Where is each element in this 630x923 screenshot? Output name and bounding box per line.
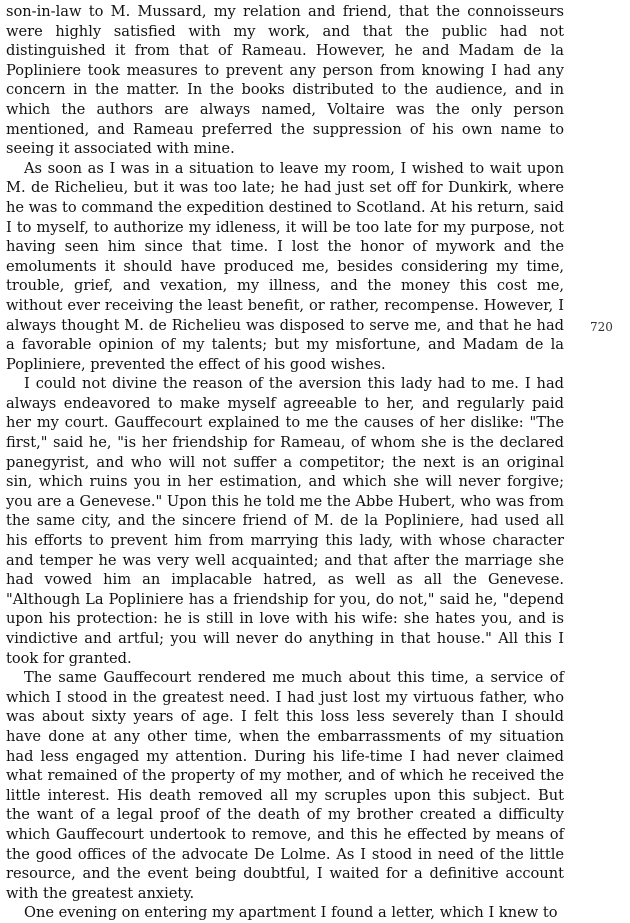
body-text bbox=[6, 2, 564, 923]
paragraph-father: The same Gauffecourt rendered me much about this time, a service of which I stood in the greatest need. I had just lost my virtuous father, who was about sixty years of age. I felt this loss less severely than I should have done at any other time, when the embarrassments of my situation had less engaged my attention. During his life-time I had never claimed what remained of the property of my mother, and of which he received the little interest. His death removed all my scruples upon this subject. But the want of a legal proof of the death of my brother created a difficulty which Gauffecourt undertook to remove, and this he effected by means of the good offices of the advocate De Lolme. As I stood in need of the little resource, and the event being doubtful, I waited for a definitive account with the greatest anxiety. bbox=[6, 669, 564, 902]
page-number: 720 bbox=[590, 320, 613, 334]
paragraph-continued: son-in-law to M. Mussard, my relation and friend, that the connoisseurs were highly satisfied with my work, and that the public had not distinguished it from that of Rameau. However, he and Madam de la Popliniere took measures to prevent any person from knowing I had any concern in the matter. In the books distributed to the audience, and in which the authors are always named, Voltaire was the only person mentioned, and Rameau preferred the suppression of his own name to seeing it associated with mine. bbox=[6, 3, 564, 158]
paragraph-richelieu: As soon as I was in a situation to leave my room, I wished to wait upon M. de Richelieu, but it was too late; he had just set off for Dunkirk, where he was to command the expedition destined to Scotland. At his return, said I to myself, to authorize my idleness, it will be too late for my purpose, not having seen him since that time. I lost the honor of mywork and the emoluments it should have produced me, besides considering my time, trouble, grief, and vexation, my illness, and the money this cost me, without ever receiving the least benefit, or rather, recompense. However, I always thought M. de Richelieu was disposed to serve me, and that he had a favorable opinion of my talents; but my misfortune, and Madam de la Popliniere, prevented the effect of his good wishes. bbox=[6, 159, 564, 373]
paragraph-aversion: I could not divine the reason of the aversion this lady had to me. I had always endeavored to make myself agreeable to her, and regularly paid her my court. Gauffecourt explained to me the causes of her dislike: "The first," said he, "is her friendship for Rameau, of whom she is the declared panegyrist, and who will not suffer a competitor; the next is an original sin, which ruins you in her estimation, and which she will never forgive; you are a Genevese." Upon this he told me the Abbe Hubert, who was from the same city, and the sincere friend of M. de la Popliniere, had used all his efforts to prevent him from marrying this lady, with whose character and temper he was very well acquainted; and that after the marriage she had vowed him an implacable hatred, as well as all the Genevese. "Although La Popliniere has a friendship for you, do not," said he, "depend upon his protection: he is still in love with his wife: she hates you, and is vindictive and artful; you will never do anything in that house." All this I took for granted. bbox=[6, 375, 564, 667]
paragraph-letter: One evening on entering my apartment I found a letter, which I knew to bbox=[24, 904, 558, 922]
